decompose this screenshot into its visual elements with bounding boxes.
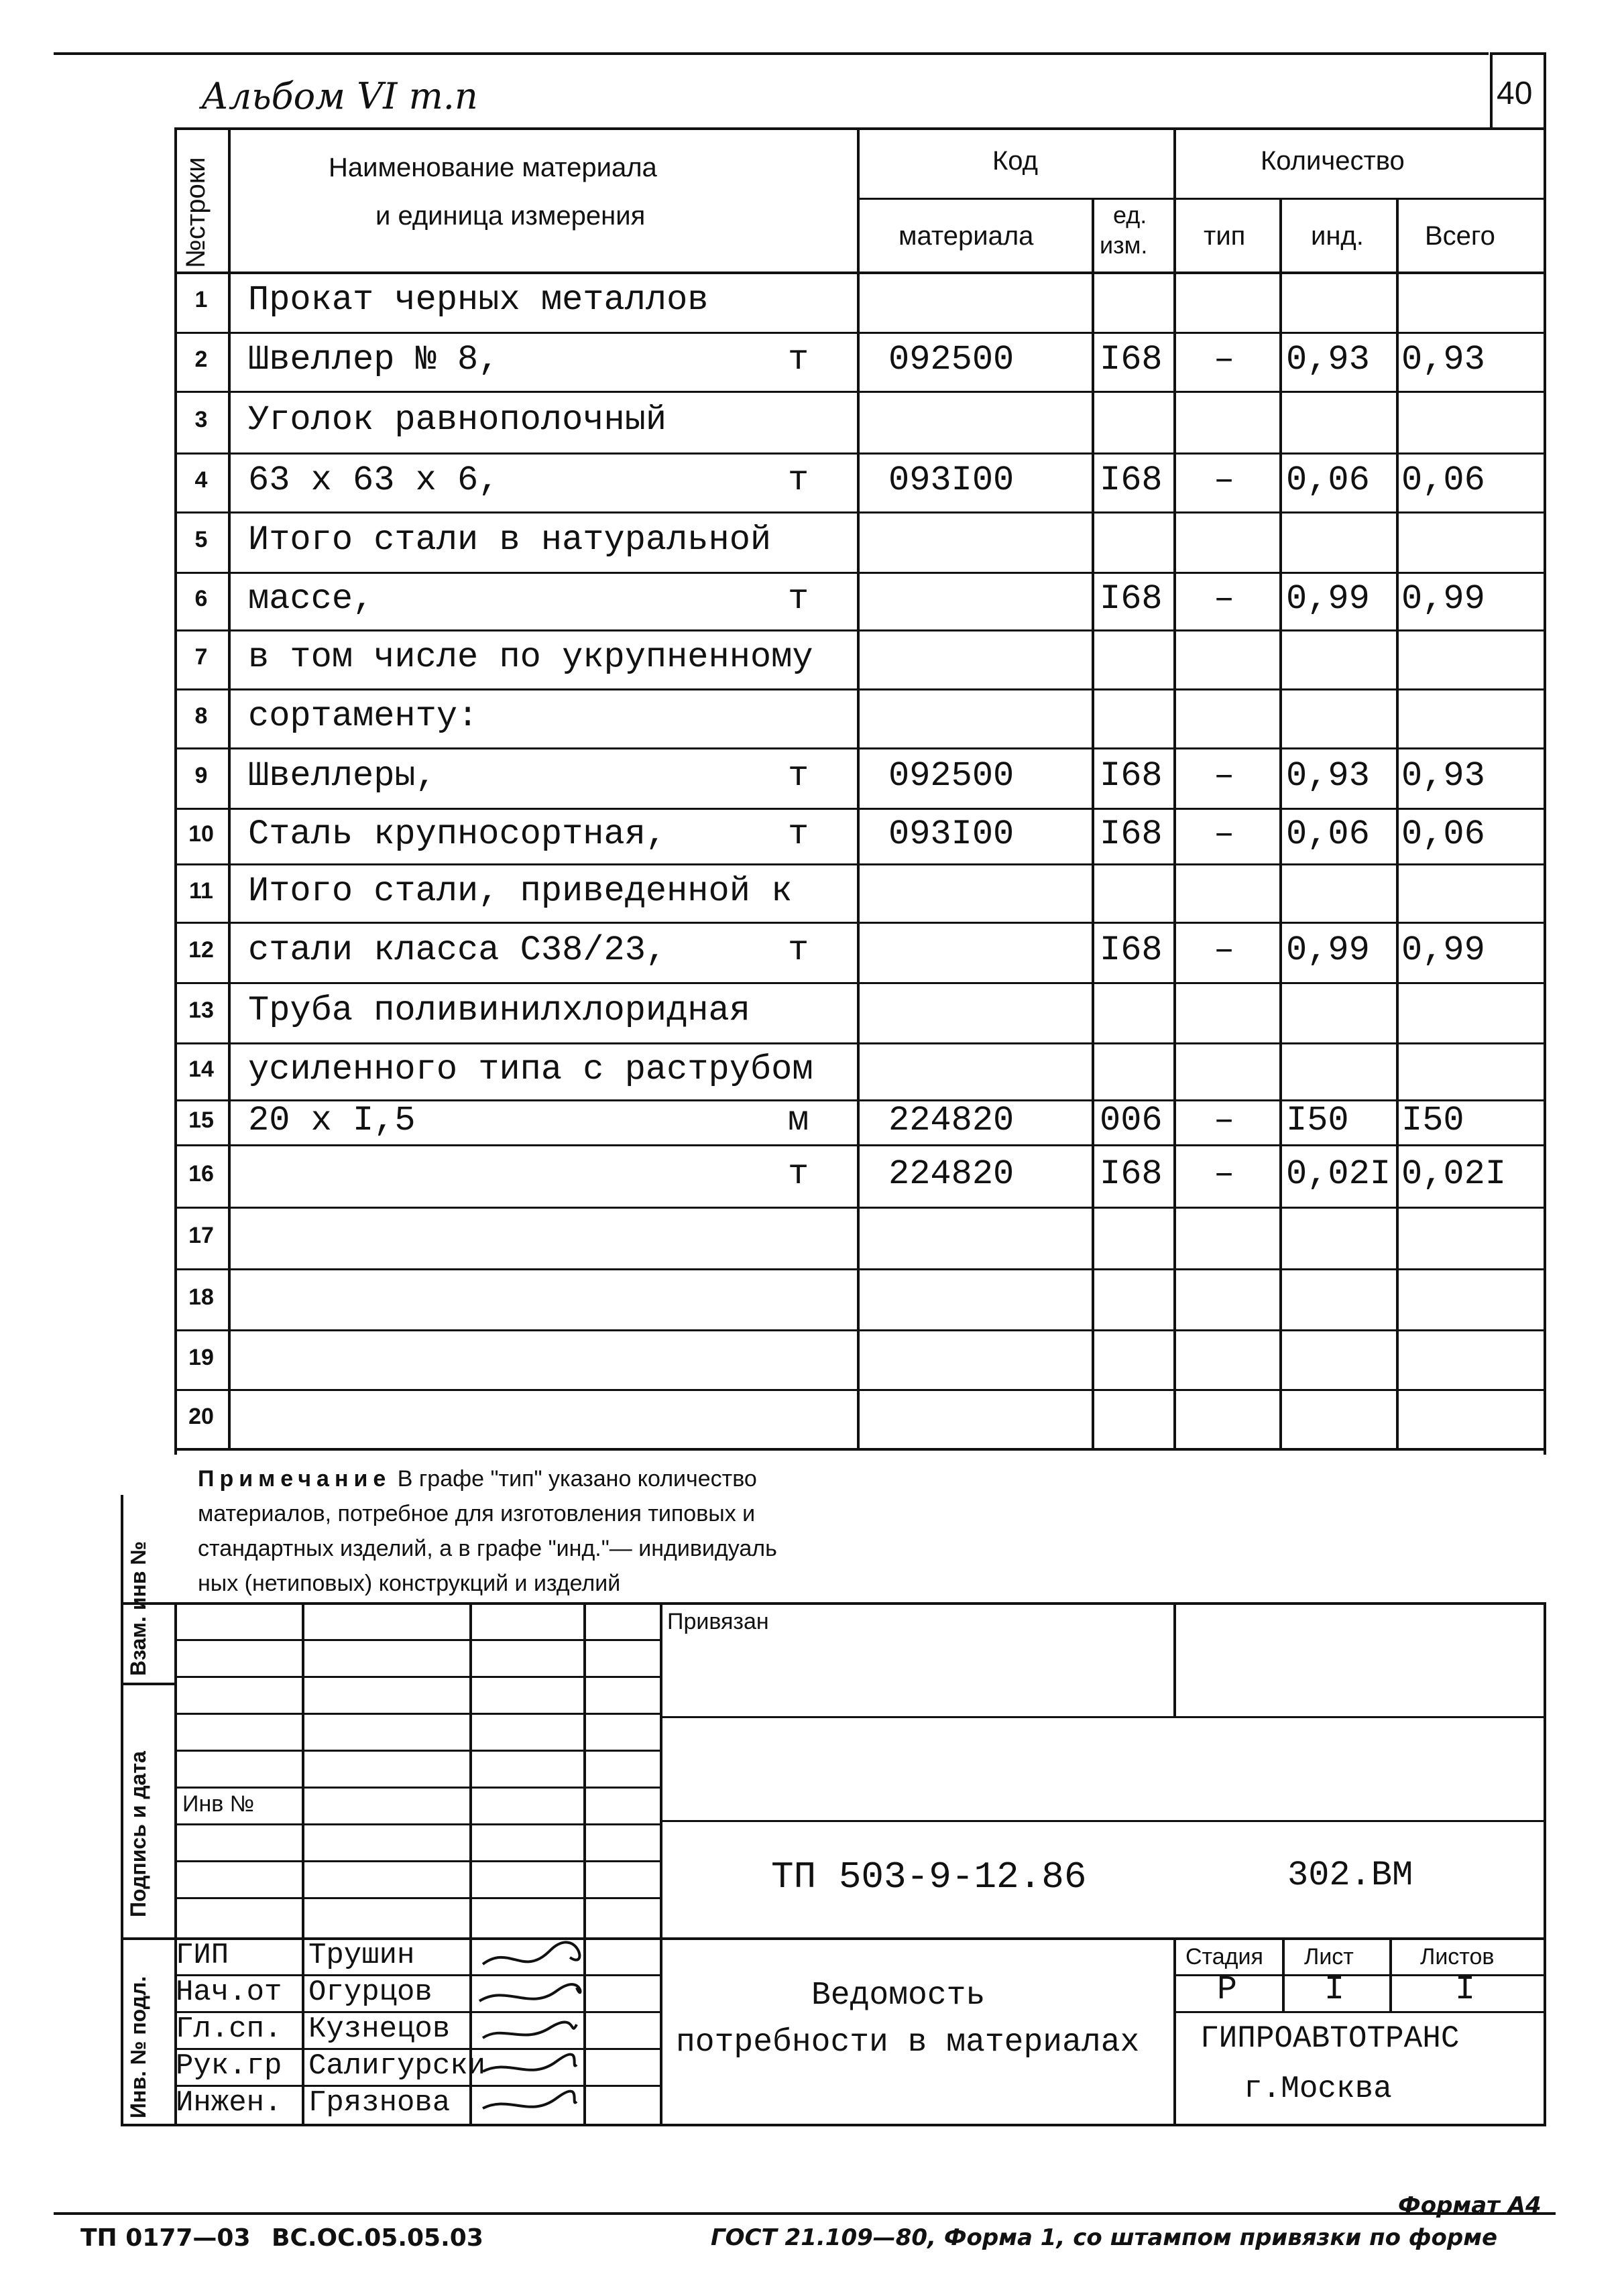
row-unit-code: I68	[1100, 1154, 1163, 1194]
header-q-total: Всего	[1425, 221, 1495, 251]
stamp-sheet-header: Лист	[1304, 1944, 1354, 1970]
stamp-city: г.Москва	[1244, 2071, 1392, 2106]
row-ind: 0,93	[1286, 340, 1370, 379]
row-number: 20	[188, 1404, 214, 1429]
row-code: 093I00	[888, 461, 1014, 500]
stamp-role: ГИП	[176, 1939, 229, 1972]
row-number: 2	[194, 347, 208, 372]
row-number: 1	[194, 287, 208, 312]
row-unit-code: I68	[1100, 814, 1163, 854]
row-number: 9	[194, 763, 208, 788]
note-line-2: материалов, потребное для изготовления типовых и	[198, 1501, 756, 1526]
stamp-privyazan: Привязан	[667, 1609, 769, 1634]
row-ind: I50	[1286, 1100, 1349, 1140]
row-name: стали класса С38/23,	[248, 930, 667, 970]
stamp-stage-header: Стадия	[1185, 1944, 1263, 1970]
note-line-3: стандартных изделий, а в графе "инд."— индивидуаль	[198, 1536, 777, 1561]
row-name: массе,	[248, 579, 374, 619]
row-unit: т	[788, 579, 809, 619]
stamp-person-name: Огурцов	[308, 1976, 432, 2009]
album-label: Альбом VI т.п	[201, 75, 478, 117]
row-name: усиленного типа с раструбом	[248, 1049, 813, 1089]
row-code: 224820	[888, 1154, 1014, 1194]
row-type: –	[1214, 814, 1235, 854]
stamp-role: Рук.гр	[176, 2049, 282, 2083]
footer-left-1: ТП 0177—03	[80, 2224, 251, 2252]
row-unit: т	[788, 756, 809, 796]
stamp-person-name: Кузнецов	[308, 2012, 451, 2046]
row-unit: т	[788, 461, 809, 500]
stamp-doc-code: ТП 503-9-12.86	[771, 1856, 1087, 1898]
row-number: 4	[194, 467, 208, 493]
row-number: 12	[188, 937, 214, 963]
stamp-role: Гл.сп.	[176, 2012, 282, 2046]
header-name-2: и единица измерения	[375, 201, 646, 231]
stamp-sheet: I	[1324, 1971, 1345, 2009]
row-number: 7	[194, 644, 208, 670]
row-number: 14	[188, 1056, 214, 1082]
row-ind: 0,02I	[1286, 1154, 1391, 1194]
row-name: Итого стали в натуральной	[248, 520, 772, 560]
row-type: –	[1214, 930, 1235, 970]
row-number: 16	[188, 1160, 214, 1187]
footer-gost: ГОСТ 21.109—80, Форма 1, со штампом привязки по форме	[711, 2224, 1498, 2251]
row-name: Швеллер № 8,	[248, 340, 500, 379]
row-total: 0,93	[1401, 756, 1485, 796]
row-type: –	[1214, 1154, 1235, 1194]
row-unit: т	[788, 930, 809, 970]
row-total: 0,06	[1401, 461, 1485, 500]
header-code-material: материала	[898, 221, 1034, 251]
row-number: 15	[188, 1107, 214, 1133]
header-q-type: тип	[1204, 221, 1246, 251]
row-number: 6	[194, 586, 208, 611]
row-total: I50	[1401, 1100, 1464, 1140]
row-total: 0,06	[1401, 814, 1485, 854]
row-number: 19	[188, 1344, 214, 1370]
header-row-no: №строки	[181, 157, 211, 268]
row-name: Сталь крупносортная,	[248, 814, 667, 854]
stamp-inv-no: Инв №	[182, 1791, 255, 1817]
row-name: Прокат черных металлов	[248, 280, 709, 320]
stamp-person-name: Салигурски	[308, 2049, 486, 2083]
stamp-title-1: Ведомость	[811, 1978, 986, 2014]
row-number: 5	[194, 527, 208, 552]
row-ind: 0,93	[1286, 756, 1370, 796]
header-code-unit: ед.	[1113, 201, 1147, 229]
header-q-ind: инд.	[1311, 221, 1364, 251]
row-number: 17	[188, 1223, 214, 1248]
row-name: сортаменту:	[248, 697, 479, 736]
row-number: 3	[194, 407, 208, 432]
stamp-role: Нач.от	[176, 1976, 282, 2009]
row-name: 20 x I,5	[248, 1100, 416, 1140]
row-type: –	[1214, 1100, 1235, 1140]
row-name: в том числе по укрупненному	[248, 638, 813, 677]
row-number: 11	[189, 878, 213, 904]
row-type: –	[1214, 340, 1235, 379]
stamp-role: Инжен.	[176, 2086, 282, 2120]
row-name: Швеллеры,	[248, 756, 437, 796]
stamp-person-name: Трушин	[308, 1939, 415, 1972]
footer-format: Формат А4	[1398, 2192, 1542, 2219]
stamp-sheets: I	[1455, 1971, 1476, 2009]
row-type: –	[1214, 756, 1235, 796]
row-total: 0,93	[1401, 340, 1485, 379]
row-number: 8	[194, 703, 208, 729]
row-unit-code: I68	[1100, 930, 1163, 970]
stamp-title-2: потребности в материалах	[676, 2025, 1140, 2061]
note-line-1: В графе "тип" указано количество	[397, 1466, 757, 1492]
header-code: Код	[992, 146, 1039, 176]
row-name: Итого стали, приведенной к	[248, 871, 793, 911]
row-ind: 0,99	[1286, 930, 1370, 970]
header-quantity: Количество	[1261, 146, 1405, 176]
header-name: Наименование материала	[329, 153, 657, 182]
row-type: –	[1214, 461, 1235, 500]
stamp-doc-mark: 302.ВМ	[1287, 1856, 1413, 1895]
row-total: 0,02I	[1401, 1154, 1507, 1194]
side-inv-podl: Инв. № подл.	[126, 1976, 150, 2118]
row-unit: м	[788, 1100, 809, 1140]
row-unit-code: 006	[1100, 1100, 1163, 1140]
note-line-4: ных (нетиповых) конструкций и изделий	[198, 1571, 621, 1596]
stamp-person-name: Грязнова	[308, 2086, 451, 2120]
row-total: 0,99	[1401, 930, 1485, 970]
footer-left-2: ВС.ОС.05.05.03	[272, 2224, 483, 2252]
signatures	[469, 1937, 644, 2138]
row-number: 18	[188, 1284, 214, 1310]
row-code: 092500	[888, 340, 1014, 379]
row-ind: 0,06	[1286, 814, 1370, 854]
row-name: Труба поливинилхлоридная	[248, 991, 750, 1030]
row-unit: т	[788, 340, 809, 379]
side-podpis-data: Подпись и дата	[126, 1751, 150, 1917]
row-code: 092500	[888, 756, 1014, 796]
note-title: Примечание	[198, 1466, 392, 1492]
row-total: 0,99	[1401, 579, 1485, 619]
stamp-stage: Р	[1217, 1971, 1238, 2009]
row-unit-code: I68	[1100, 579, 1163, 619]
row-unit: т	[788, 1154, 809, 1194]
stamp-sheets-header: Листов	[1420, 1944, 1495, 1970]
row-code: 093I00	[888, 814, 1014, 854]
note-block	[198, 1461, 1271, 1601]
row-unit: т	[788, 814, 809, 854]
stamp-org: ГИПРОАВТОТРАНС	[1200, 2021, 1460, 2056]
row-unit-code: I68	[1100, 340, 1163, 379]
row-ind: 0,06	[1286, 461, 1370, 500]
header-code-unit-2: изм.	[1100, 231, 1148, 259]
sheet-number: 40	[1497, 76, 1533, 111]
row-number: 13	[188, 998, 214, 1023]
row-ind: 0,99	[1286, 579, 1370, 619]
row-unit-code: I68	[1100, 756, 1163, 796]
row-name: Уголок равнополочный	[248, 400, 667, 440]
row-name: 63 x 63 x 6,	[248, 461, 500, 500]
row-unit-code: I68	[1100, 461, 1163, 500]
row-code: 224820	[888, 1100, 1014, 1140]
side-vzam-inv: Взам. инв №	[126, 1540, 150, 1676]
row-type: –	[1214, 579, 1235, 619]
row-number: 10	[188, 821, 214, 847]
